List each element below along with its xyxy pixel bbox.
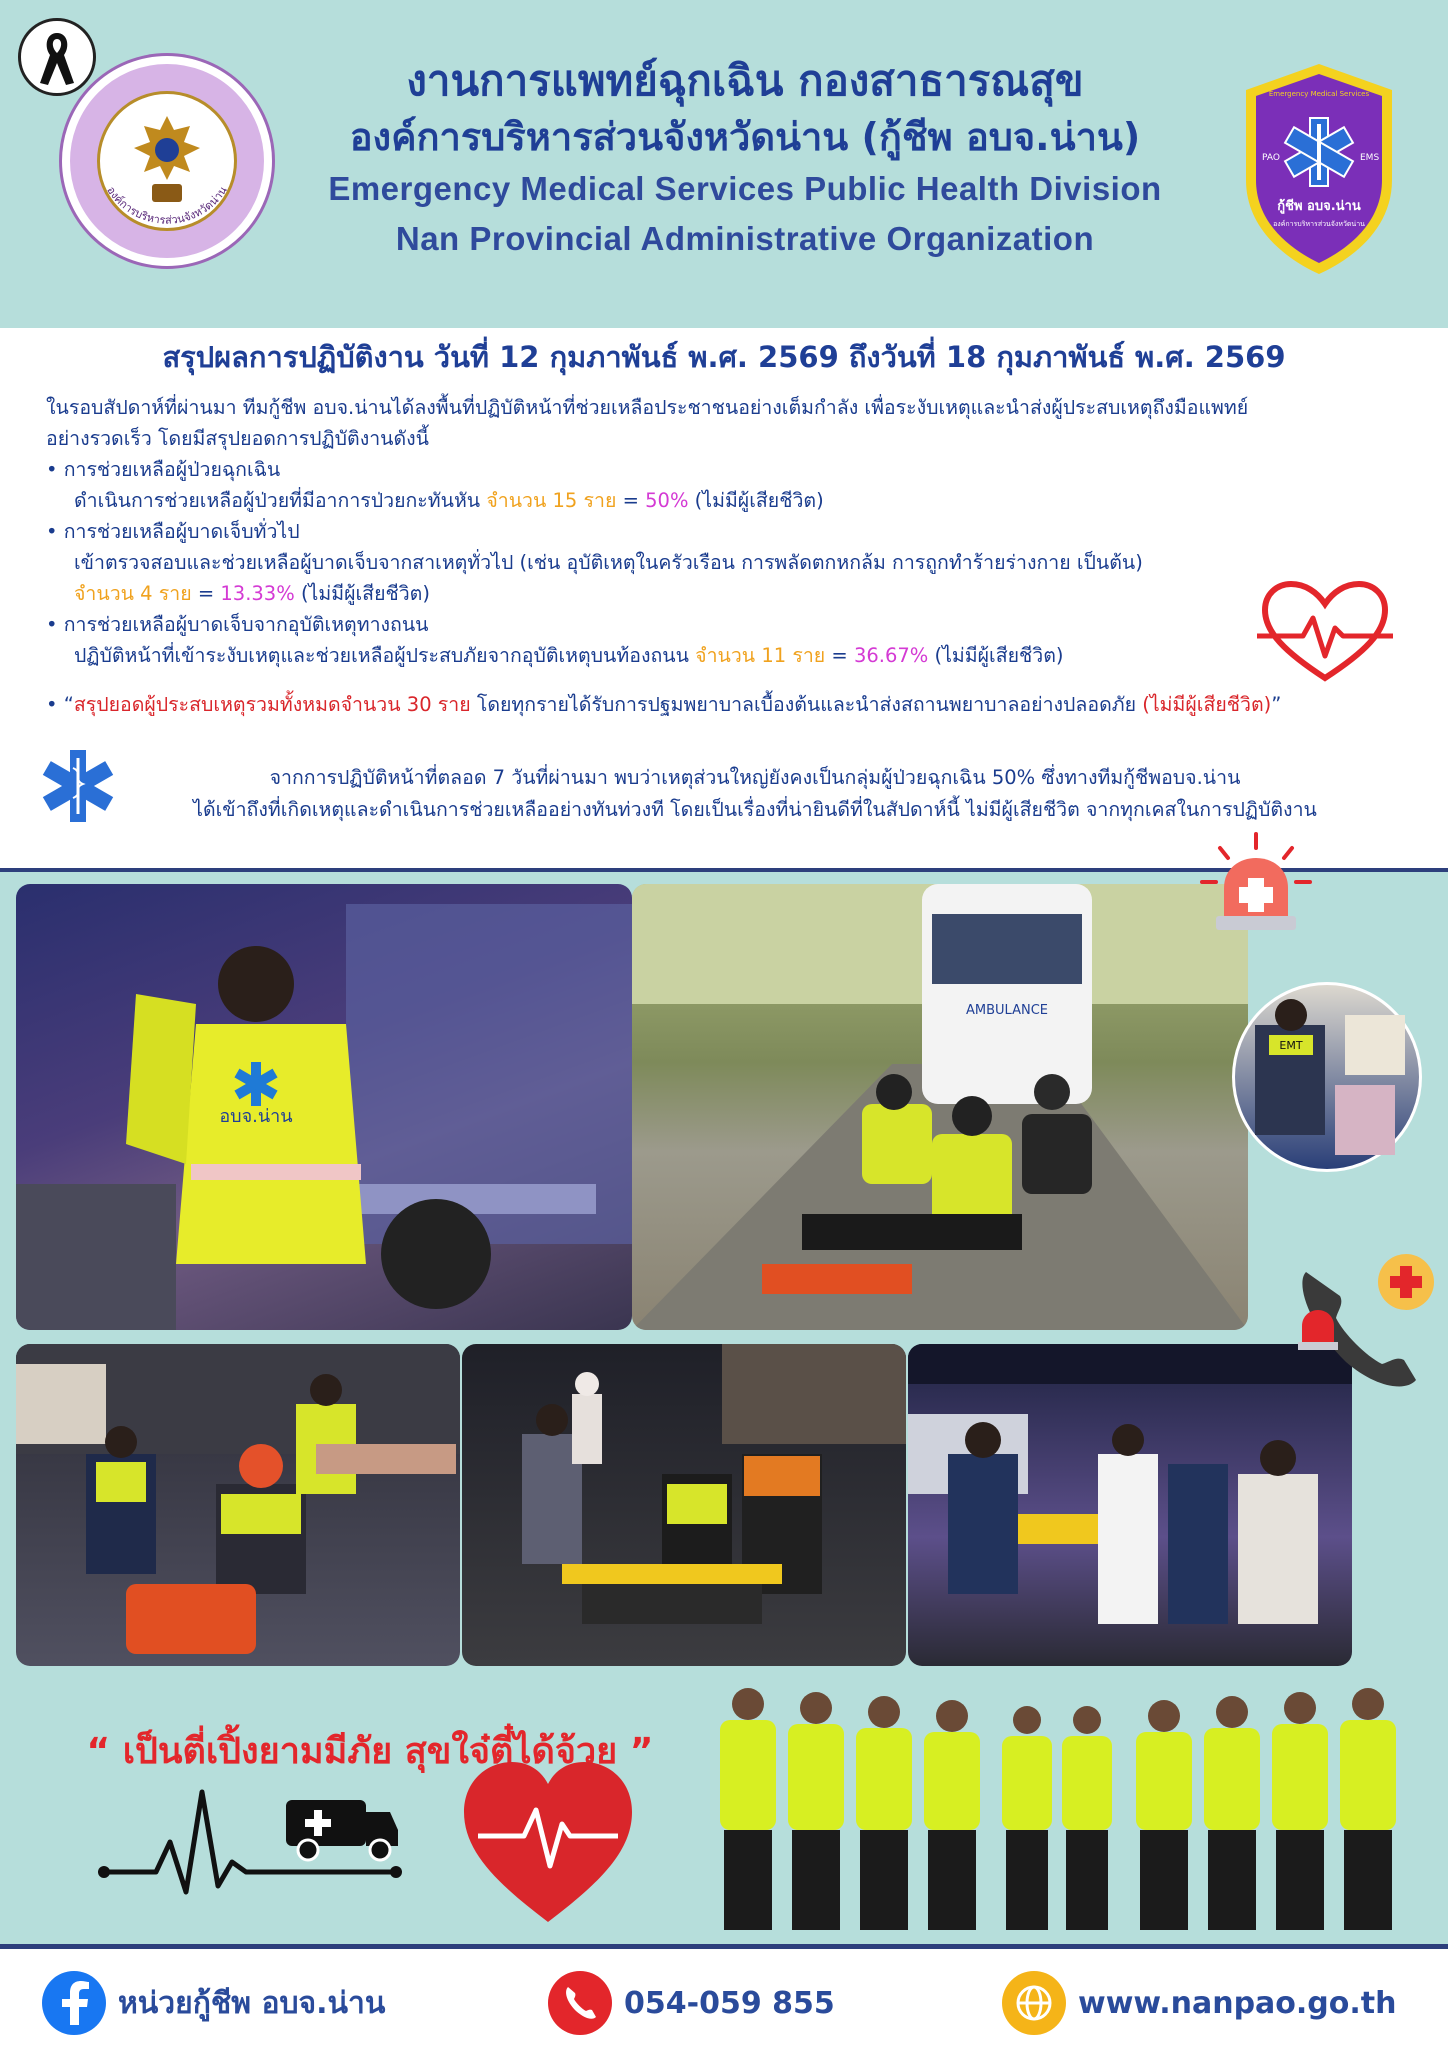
phone-call-icon bbox=[1296, 1252, 1436, 1392]
svg-text:กู้ชีพ อบจ.น่าน: กู้ชีพ อบจ.น่าน bbox=[1277, 199, 1361, 214]
item1-detail: ดำเนินการช่วยเหลือผู้ป่วยที่มีอาการป่วยกะทันหัน จำนวน 15 ราย = 50% (ไม่มีผู้เสียชีวิต) bbox=[74, 489, 824, 512]
website-url: www.nanpao.go.th bbox=[1078, 1985, 1397, 2021]
item3-heading: • การช่วยเหลือผู้บาดเจ็บจากอุบัติเหตุทางถนน bbox=[46, 613, 429, 636]
svg-text:PAO: PAO bbox=[1262, 153, 1280, 163]
svg-text:อบจ.น่าน: อบจ.น่าน bbox=[219, 1106, 293, 1127]
svg-text:องค์การบริหารส่วนจังหวัดน่าน bbox=[104, 184, 230, 227]
ems-logo bbox=[1240, 60, 1398, 278]
intro-line-2: อย่างรวดเร็ว โดยมีสรุปยอดการปฏิบัติงานดังนี้ bbox=[46, 427, 430, 450]
pao-logo-text: องค์การบริหารส่วนจังหวัดน่าน bbox=[104, 184, 230, 227]
ambulance-ecg-icon bbox=[96, 1782, 406, 1902]
footer-website[interactable] bbox=[1002, 1971, 1397, 2035]
photo-night-accident bbox=[16, 884, 632, 1330]
slogan: “ เป็นตี่เปิ้งยามมีภัย สุขใจ๋ตี๋ได้จ้วย ” bbox=[86, 1731, 654, 1772]
item3-detail: ปฏิบัติหน้าที่เข้าระงับเหตุและช่วยเหลือผู้ประสบภัยจากอุบัติเหตุบนท้องถนน จำนวน 11 ราย = 36.67% (ไม่มีผู้เสียชีวิต) bbox=[74, 644, 1064, 667]
conclusion-line-2: ได้เข้าถึงที่เกิดเหตุและดำเนินการช่วยเหลืออย่างทันท่วงที โดยเป็นเรื่องที่น่ายินดีที่ในสัปดาห์นี้ ไม่มีผู้เสียชีวิต จากทุกเคสในการปฏิบัติงาน bbox=[193, 798, 1317, 821]
svg-text:Emergency Medical Services: Emergency Medical Services bbox=[1268, 90, 1370, 98]
title-en-1: Emergency Medical Services Public Health Division bbox=[328, 170, 1162, 207]
item2-detail: เข้าตรวจสอบและช่วยเหลือผู้บาดเจ็บจากสาเหตุทั่วไป (เช่น อุบัติเหตุในครัวเรือน การพลัดตกหกล้ม การถูกทำร้ายร่างกาย เป็นต้น) bbox=[74, 551, 1143, 574]
item1-heading: • การช่วยเหลือผู้ป่วยฉุกเฉิน bbox=[46, 458, 281, 481]
heart-ecg-icon bbox=[1255, 578, 1395, 688]
summary-title: สรุปผลการปฏิบัติงาน วันที่ 12 กุมภาพันธ์ พ.ศ. 2569 ถึงวันที่ 18 กุมภาพันธ์ พ.ศ. 2569 bbox=[162, 340, 1286, 374]
pao-logo bbox=[62, 56, 272, 266]
photo-team-night-2 bbox=[462, 1344, 906, 1666]
star-of-life-icon bbox=[38, 746, 118, 826]
siren-icon bbox=[1196, 830, 1316, 940]
title-en-2: Nan Provincial Administrative Organization bbox=[395, 220, 1095, 257]
globe-icon bbox=[1002, 1971, 1066, 2035]
photo-team-night-3 bbox=[908, 1344, 1352, 1666]
phone-icon bbox=[548, 1971, 612, 2035]
facebook-label: หน่วยกู้ชีพ อบจ.น่าน bbox=[118, 1985, 386, 2021]
footer-facebook[interactable] bbox=[42, 1971, 385, 2035]
svg-text:องค์การบริหารส่วนจังหวัดน่าน: องค์การบริหารส่วนจังหวัดน่าน bbox=[1273, 220, 1365, 228]
header-titles bbox=[270, 52, 1220, 264]
total-summary: • “สรุปยอดผู้ประสบเหตุรวมทั้งหมดจำนวน 30 ราย โดยทุกรายได้รับการปฐมพยาบาลเบื้องต้นและนำส่งสถานพยาบาลอย่างปลอดภัย (ไม่มีผู้เสียชีวิต)” bbox=[46, 693, 1282, 716]
svg-text:AMBULANCE: AMBULANCE bbox=[966, 1003, 1048, 1018]
phone-number: 054-059 855 bbox=[624, 1985, 835, 2021]
footer-phone[interactable] bbox=[548, 1971, 835, 2035]
title-th-2: องค์การบริหารส่วนจังหวัดน่าน (กู้ชีพ อบจ.น่าน) bbox=[349, 115, 1141, 159]
svg-text:EMS: EMS bbox=[1360, 153, 1380, 163]
photo-team-night-1 bbox=[16, 1344, 460, 1666]
intro-line-1: ในรอบสัปดาห์ที่ผ่านมา ทีมกู้ชีพ อบจ.น่านได้ลงพื้นที่ปฏิบัติหน้าที่ช่วยเหลือประชาชนอย่างเต็มกำลัง เพื่อระงับเหตุและนำส่งผู้ประสบเหตุถึงมือแพทย์ bbox=[46, 396, 1249, 419]
photo-road-rescue bbox=[632, 884, 1248, 1330]
heart-icon bbox=[458, 1754, 638, 1930]
item2-count-line: จำนวน 4 ราย = 13.33% (ไม่มีผู้เสียชีวิต) bbox=[74, 582, 430, 605]
facebook-icon bbox=[42, 1971, 106, 2035]
footer bbox=[0, 1949, 1448, 2048]
header-banner bbox=[0, 0, 1448, 328]
conclusion-line-1: จากการปฏิบัติหน้าที่ตลอด 7 วันที่ผ่านมา พบว่าเหตุส่วนใหญ่ยังคงเป็นกลุ่มผู้ป่วยฉุกเฉิน 50% ซึ่งทางทีมกู้ชีพอบจ.น่าน bbox=[269, 766, 1241, 789]
team-photo bbox=[710, 1680, 1430, 1940]
title-th-1: งานการแพทย์ฉุกเฉิน กองสาธารณสุข bbox=[406, 56, 1084, 105]
item2-heading: • การช่วยเหลือผู้บาดเจ็บทั่วไป bbox=[46, 520, 300, 543]
summary-content bbox=[46, 392, 1376, 720]
svg-text:EMT: EMT bbox=[1279, 1039, 1303, 1052]
photo-ambulance-transfer bbox=[1232, 982, 1422, 1172]
conclusion bbox=[130, 762, 1380, 826]
